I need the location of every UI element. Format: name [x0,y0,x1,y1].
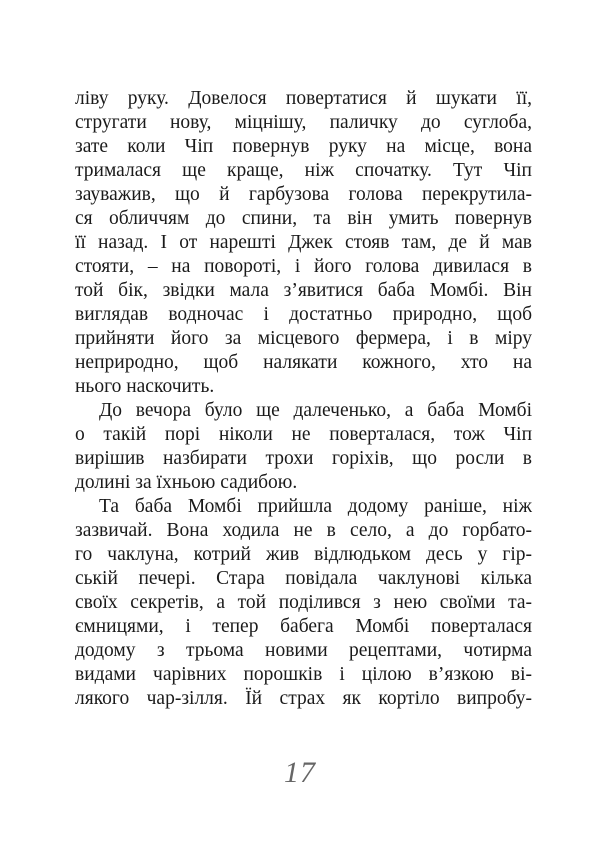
paragraph [75,87,532,399]
text-line: зазвичай. Вона ходила не в село, а до горбато- [75,520,532,541]
text-line: ліву руку. Довелося повертатися й шукати її, [75,88,532,109]
text-line: долині за їхньою садибою. [75,472,298,493]
text-line: неприродно, щоб налякати кожного, хто на [75,352,532,373]
text-line: Та баба Момбі прийшла додому раніше, ніж [99,496,532,517]
text-line: го чаклуна, котрий жив відлюдьком десь у гір- [75,544,532,565]
text-line: додому з трьома новими рецептами, чотирма [75,640,532,661]
text-line: о такій порі ніколи не поверталася, тож Чіп [75,424,532,445]
text-line: той бік, звідки мала з’явитися баба Момбі. Він [75,280,532,301]
text-line: До вечора було ще далеченько, а баба Момбі [99,400,532,421]
text-line: зауважив, що й гарбузова голова перекрутила- [75,184,532,205]
paragraph [75,399,532,495]
text-line: зате коли Чіп повернув руку на місце, вона [75,136,532,157]
text-line: стругати нову, міцнішу, паличку до суглоба, [75,112,532,133]
text-line: видами чарівних порошків і цілою в’язкою ві- [75,664,532,685]
text-line: трималася ще краще, ніж спочатку. Тут Чіп [75,160,532,181]
text-line: нього наскочить. [75,376,215,397]
paragraph [75,495,532,711]
text-line: своїх секретів, а той поділився з нею своїми та- [75,592,532,613]
text-line: лякого чар-зілля. Їй страх як кортіло випробу- [75,688,532,709]
text-line: стояти, – на повороті, і його голова дивилася в [75,256,532,277]
text-line: ській печері. Стара повідала чаклунові кілька [75,568,532,589]
text-line: ємницями, і тепер бабега Момбі поверталася [75,616,532,637]
body-text [75,87,532,711]
text-line: вирішив назбирати трохи горіхів, що росли в [75,448,532,469]
text-line: прийняти його за місцевого фермера, і в міру [75,328,532,349]
page-number: 17 [284,756,316,789]
text-line: її назад. І от нарешті Джек стояв там, де й мав [75,232,532,253]
text-line: виглядав водночас і достатньо природно, щоб [75,304,532,325]
text-line: ся обличчям до спини, та він умить повернув [75,208,532,229]
